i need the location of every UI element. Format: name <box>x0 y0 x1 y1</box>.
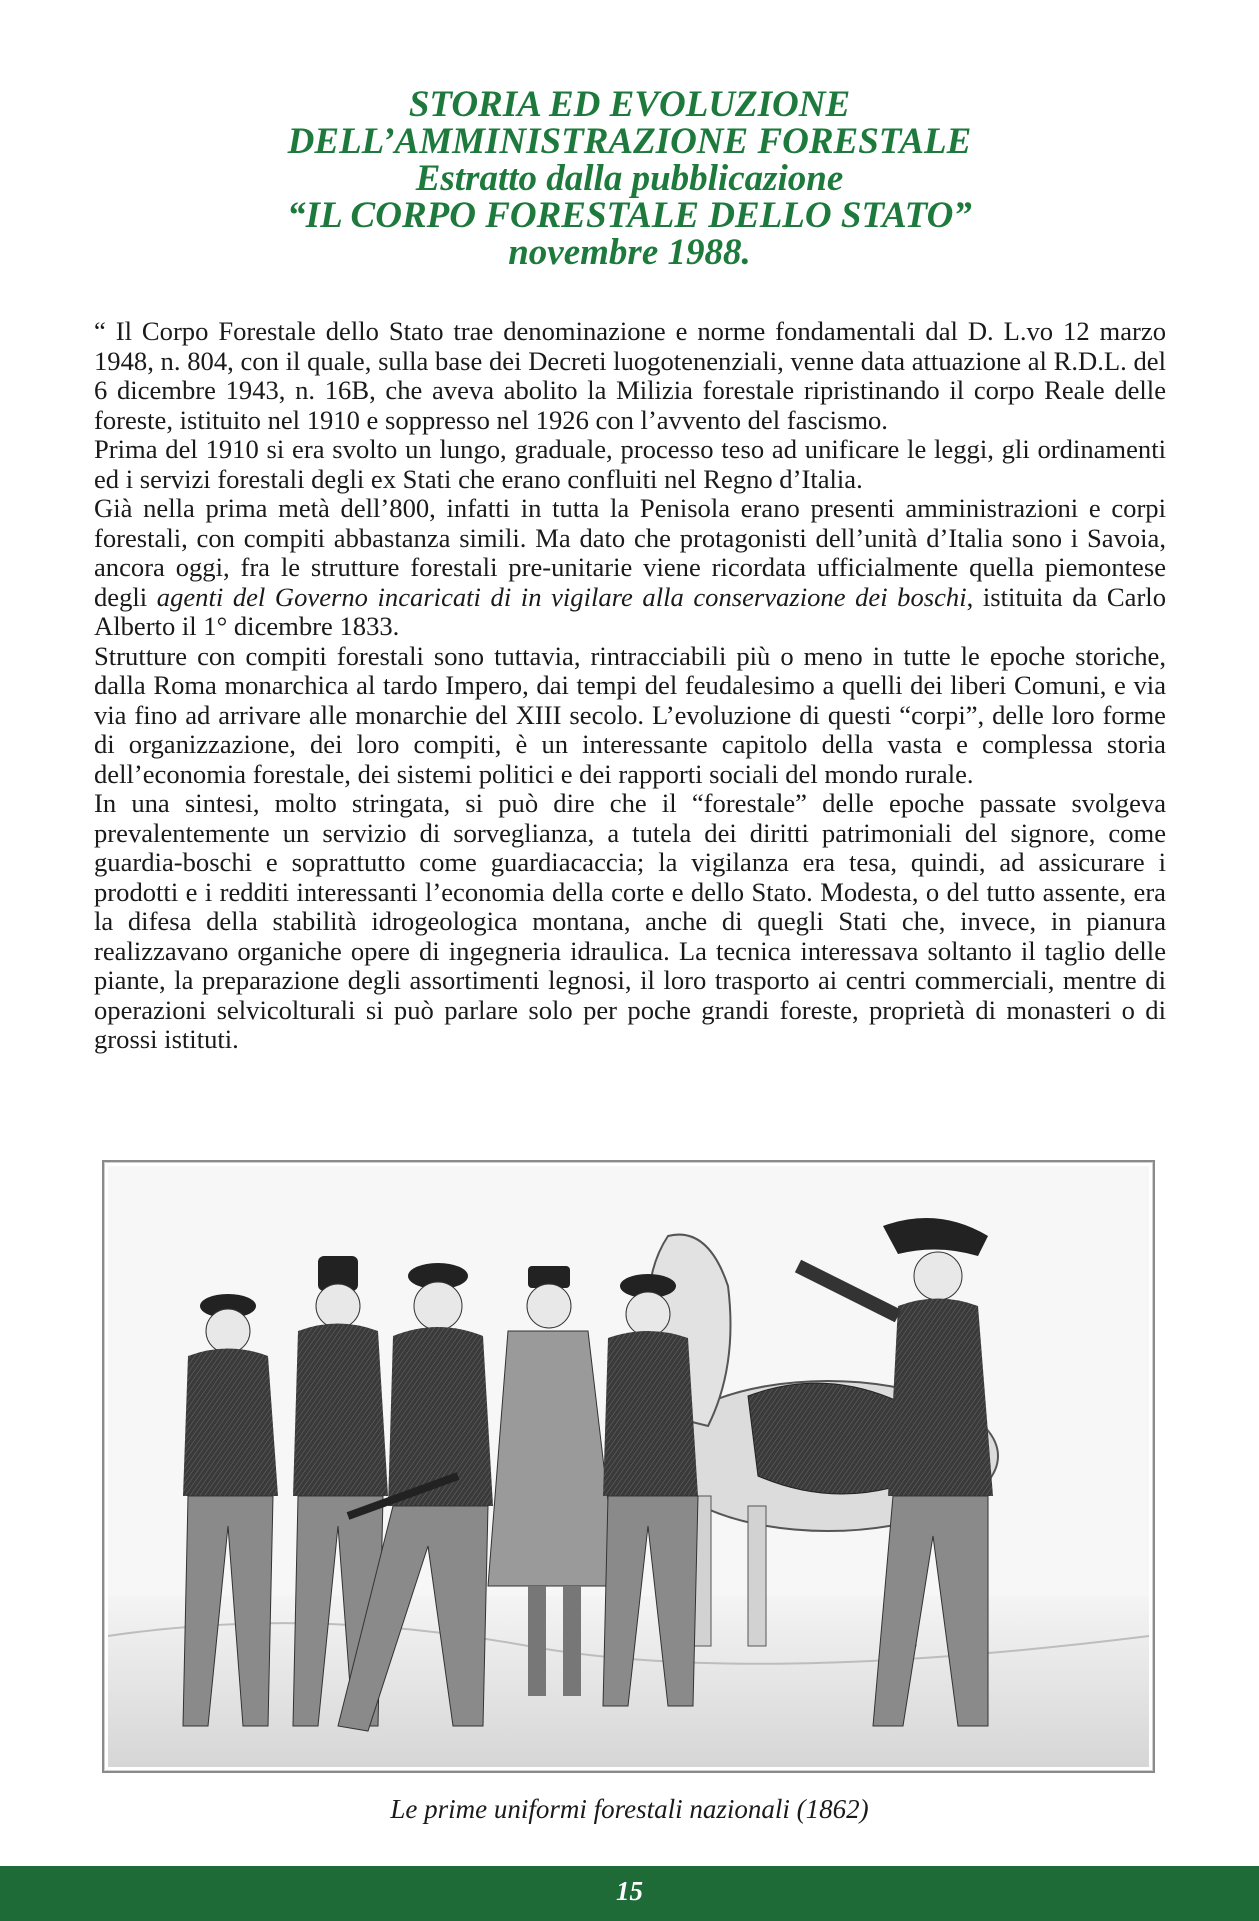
heading-date: novembre 1988. <box>508 232 751 273</box>
engraving-illustration <box>108 1166 1149 1767</box>
paragraph-3-italic-phrase: agenti del Governo incaricati di in vigilare alla conservazione dei boschi <box>156 581 967 612</box>
paragraph-5: In una sintesi, molto stringata, si può dire che il “forestale” delle epoche passate svolgeva prevalentemente un servizio di sorveglianza, a tutela dei diritti patrimoniali del signore, come guardia-boschi e soprattutto come guardiacaccia; la vigilanza era tesa, quindi, ad assicurare i prodotti e i redditi interessanti l’economia della corte e dello Stato. Modesta, o del tutto assente, era la difesa della stabilità idrogeologica montana, anche di quegli Stati che, invece, in pianura realizzavano organiche opere di ingegneria idraulica. La tecnica interessava soltanto il taglio delle piante, la preparazione degli assortimenti legnosi, il loro trasporto ai centri commerciali, mentre di operazioni selvicolturali si può parlare solo per poche grandi foreste, proprietà di monasteri o di grossi istituti. <box>94 788 1166 1054</box>
paragraph-2: Prima del 1910 si era svolto un lungo, graduale, processo teso ad unificare le leggi, gli ordinamenti ed i servizi forestali degli ex Stati che erano confluiti nel Regno d’Italia. <box>94 434 1166 494</box>
historical-engraving-figure <box>102 1160 1155 1773</box>
paragraph-3 <box>94 494 1166 642</box>
page-heading <box>0 86 1259 271</box>
paragraph-3-text-end: , istituita da Carlo Alberto il 1° dicembre 1833. <box>94 581 1166 641</box>
heading-source-line: Estratto dalla pubblicazione <box>415 158 844 199</box>
figure-caption: Le prime uniformi forestali nazionali (1862) <box>390 1794 869 1824</box>
paragraph-1: “ Il Corpo Forestale dello Stato trae denominazione e norme fondamentali dal D. L.vo 12 marzo 1948, n. 804, con il quale, sulla base dei Decreti luogotenenziali, venne data attuazione al R.D.L. del 6 dicembre 1943, n. 16B, che aveva abolito la Milizia forestale ripristinando il corpo Reale delle foreste, istituito nel 1910 e soppresso nel 1926 con l’avvento del fascismo. <box>94 316 1166 435</box>
page-number: 15 <box>616 1876 643 1906</box>
heading-title-line-1: STORIA ED EVOLUZIONE <box>408 84 851 125</box>
heading-publication-title: “IL CORPO FORESTALE DELLO STATO” <box>287 195 972 236</box>
paragraph-3-text-start: Già nella prima metà dell’800, infatti in tutta la Penisola erano presenti amministrazioni e corpi forestali, con compiti abbastanza simili. Ma dato che protagonisti dell’unità d’Italia sono i Savoia, ancora oggi, fra le strutture forestali pre-unitarie viene ricordata ufficialmente quella piemontese degli <box>94 493 1166 612</box>
heading-title-line-2: DELL’AMMINISTRAZIONE FORESTALE <box>287 121 972 162</box>
article-body <box>94 317 1166 1055</box>
paragraph-4: Strutture con compiti forestali sono tuttavia, rintracciabili più o meno in tutte le epoche storiche, dalla Roma monarchica al tardo Impero, dai tempi del feudalesimo a quelli dei liberi Comuni, e via via fino ad arrivare alle monarchie del XIII secolo. L’evoluzione di questi “corpi”, delle loro forme di organizzazione, dei loro compiti, è un interessante capitolo della vasta e complessa storia dell’economia forestale, dei sistemi politici e dei rapporti sociali del mondo rurale. <box>94 640 1166 789</box>
